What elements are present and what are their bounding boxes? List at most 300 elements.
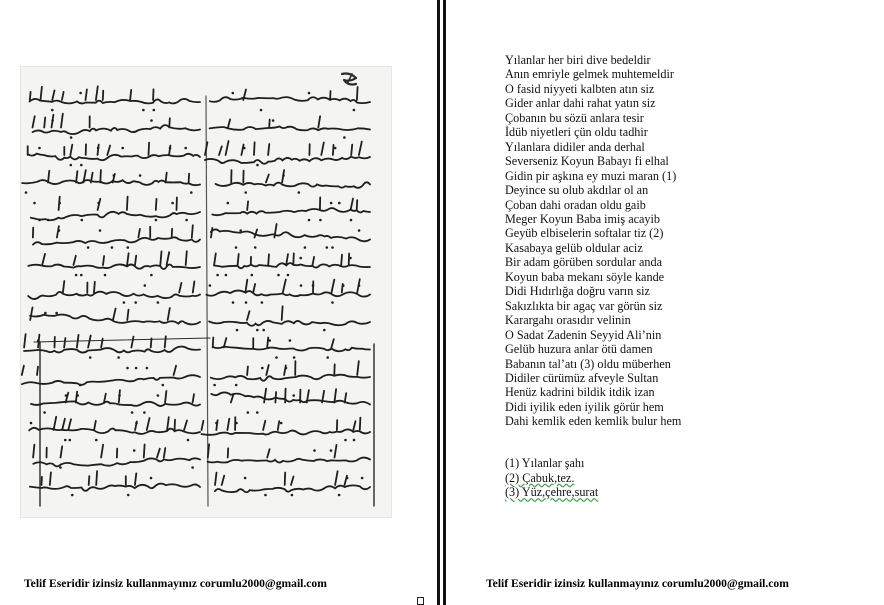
manuscript-dot (323, 329, 326, 332)
manuscript-stroke (228, 119, 230, 127)
manuscript-stroke (88, 336, 91, 348)
manuscript-stroke (351, 145, 352, 155)
manuscript-stroke (331, 339, 333, 347)
manuscript-dot (251, 274, 254, 277)
manuscript-stroke (285, 473, 286, 486)
manuscript-dot (344, 439, 347, 442)
manuscript-dot (135, 422, 138, 425)
manuscript-dot (232, 301, 235, 304)
poem-line: Çobanın bu sözü anlara tesir (505, 110, 644, 125)
manuscript-dot (293, 356, 296, 359)
manuscript-stroke (50, 472, 51, 485)
manuscript-dot (142, 109, 145, 112)
manuscript-dot (157, 301, 160, 304)
poem-line: Sakızlıkta bir agaç var görün siz (505, 298, 663, 313)
footnotes (505, 456, 805, 500)
manuscript-dot (342, 284, 345, 287)
footnote-item: (1) Yılanlar şahı (505, 456, 585, 470)
manuscript-dot (282, 174, 285, 177)
manuscript-stroke (149, 143, 150, 155)
manuscript-dot (139, 174, 142, 177)
manuscript-script-line (24, 347, 200, 353)
manuscript-dot (349, 257, 352, 260)
manuscript-stroke (264, 389, 266, 403)
manuscript-handwriting-illustration (20, 66, 392, 518)
manuscript-dot (97, 202, 100, 205)
manuscript-stroke (192, 225, 193, 237)
footnote-item: (2) Çabuk,tez. (505, 470, 575, 485)
manuscript-dot (184, 147, 187, 150)
manuscript-stroke (357, 200, 358, 210)
poem-line: Karargahı orasıdır velinin (505, 313, 631, 328)
poem-line: Geyüb elbiselerin softalar tiz (2) (505, 226, 664, 241)
manuscript-stroke (167, 417, 169, 430)
manuscript-stroke (269, 120, 270, 128)
manuscript-script-line (28, 154, 200, 161)
manuscript-dot (227, 202, 230, 205)
manuscript-dot (51, 119, 54, 122)
manuscript-dot (292, 394, 295, 397)
manuscript-stroke (291, 477, 294, 486)
manuscript-dot (144, 284, 147, 287)
manuscript-stroke (127, 197, 128, 210)
manuscript-stroke (151, 338, 152, 347)
manuscript-dot (134, 301, 137, 304)
manuscript-script-line (33, 237, 200, 244)
manuscript-stroke (63, 281, 64, 293)
manuscript-dot (256, 329, 259, 332)
manuscript-stroke (94, 421, 96, 430)
manuscript-dot (38, 219, 41, 222)
manuscript-stroke (127, 310, 128, 320)
manuscript-dot (338, 494, 341, 497)
manuscript-dot (361, 477, 364, 480)
manuscript-stroke (213, 338, 214, 348)
manuscript-stroke (68, 419, 71, 430)
manuscript-stroke (214, 253, 216, 265)
manuscript-dot (25, 191, 28, 194)
manuscript-stroke (135, 256, 136, 265)
manuscript-dot (299, 257, 302, 260)
manuscript-dot (104, 274, 107, 277)
manuscript-script-line (31, 401, 200, 406)
manuscript-dot (326, 246, 329, 249)
manuscript-stroke (98, 199, 101, 210)
manuscript-script-line (215, 485, 370, 492)
poem-line: Anın emriyle gelmek muhtemeldir (505, 67, 674, 82)
poem-line: O Sadat Zadenin Seyyid Ali’nin (505, 327, 662, 342)
manuscript-dot (346, 477, 349, 480)
manuscript-dot (169, 147, 172, 150)
manuscript-dot (244, 191, 247, 194)
manuscript-dot (37, 339, 40, 342)
manuscript-stroke (62, 92, 64, 100)
manuscript-stroke (156, 199, 157, 210)
manuscript-scan-image (20, 66, 392, 518)
manuscript-dot (285, 367, 288, 370)
manuscript-dot (155, 219, 158, 222)
manuscript-dot (331, 301, 334, 304)
manuscript-script-line (33, 458, 200, 466)
manuscript-dot (59, 466, 62, 469)
manuscript-stroke (266, 365, 268, 375)
manuscript-stroke (333, 145, 334, 155)
manuscript-dot (126, 367, 129, 370)
manuscript-dot (268, 339, 271, 342)
manuscript-dot (358, 284, 361, 287)
manuscript-script-line (211, 229, 370, 241)
manuscript-stroke (64, 338, 65, 348)
manuscript-stroke (254, 142, 255, 155)
manuscript-stroke (186, 251, 187, 265)
manuscript-dot (308, 219, 311, 222)
manuscript-stroke (245, 280, 247, 293)
manuscript-stroke (144, 445, 145, 458)
manuscript-stroke (345, 393, 347, 402)
manuscript-stroke (341, 255, 342, 265)
manuscript-stroke (335, 471, 338, 485)
manuscript-dot (117, 356, 120, 359)
manuscript-dot (256, 411, 259, 414)
manuscript-stroke (61, 446, 63, 457)
poem-line: Bir adam görüben sordular anda (505, 255, 663, 270)
manuscript-stroke (44, 118, 45, 128)
manuscript-stroke (351, 199, 353, 210)
manuscript-dot (58, 229, 61, 232)
manuscript-dot (272, 119, 275, 122)
manuscript-dot (358, 229, 361, 232)
manuscript-stroke (98, 145, 99, 155)
manuscript-stroke (42, 254, 45, 265)
manuscript-dot (44, 312, 47, 315)
manuscript-stroke (263, 421, 265, 430)
manuscript-stroke (165, 336, 166, 347)
manuscript-stroke (33, 445, 34, 458)
manuscript-dot (308, 92, 311, 95)
manuscript-stroke (107, 146, 110, 155)
manuscript-script-line (210, 97, 370, 103)
manuscript-script-line (29, 99, 200, 104)
manuscript-stroke (24, 334, 26, 347)
manuscript-stroke (282, 306, 283, 320)
manuscript-stroke (62, 419, 65, 430)
manuscript-dot (81, 219, 84, 222)
manuscript-dot (79, 92, 82, 95)
poem-line: Gider anlar dahi rahat yatın siz (505, 96, 656, 111)
manuscript-script-line (205, 157, 370, 164)
manuscript-stroke (215, 473, 217, 485)
footnote-item: (3) Yüz,çehre,surat (505, 485, 599, 500)
manuscript-stroke (313, 257, 315, 265)
manuscript-script-line (28, 292, 200, 299)
manuscript-script-line (28, 264, 200, 269)
manuscript-dot (261, 367, 264, 370)
manuscript-dot (235, 422, 238, 425)
manuscript-dot (43, 411, 46, 414)
manuscript-dot (65, 394, 68, 397)
poem-line: İdüb niyetleri çün oldu tadhir (505, 125, 648, 140)
manuscript-stroke (167, 252, 170, 265)
manuscript-dot (76, 394, 79, 397)
manuscript-dot (312, 284, 315, 287)
manuscript-script-line (211, 375, 370, 381)
manuscript-dot (247, 411, 250, 414)
manuscript-dot (289, 339, 292, 342)
manuscript-stroke (268, 254, 269, 265)
manuscript-stroke (267, 449, 269, 457)
manuscript-stroke (353, 421, 355, 430)
manuscript-stroke (127, 253, 129, 265)
manuscript-script-line (209, 321, 370, 326)
manuscript-stroke (334, 389, 336, 402)
manuscript-stroke (48, 171, 49, 183)
manuscript-dot (291, 494, 294, 497)
manuscript-dot (232, 92, 235, 95)
manuscript-dot (95, 439, 98, 442)
manuscript-script-line (210, 127, 370, 131)
manuscript-dot (350, 219, 353, 222)
manuscript-dot (330, 449, 333, 452)
manuscript-dot (331, 246, 334, 249)
poem-line: Deyince su olub akdılar ol an (505, 183, 649, 198)
manuscript-script-line (206, 291, 370, 297)
manuscript-dot (338, 202, 341, 205)
manuscript-dot (277, 274, 280, 277)
manuscript-stroke (22, 366, 24, 375)
manuscript-dot (121, 147, 124, 150)
manuscript-dot (30, 422, 33, 425)
manuscript-stroke (160, 251, 161, 265)
manuscript-dot (275, 356, 278, 359)
poem-line: Gidin pir aşkına ey muzi maran (1) (505, 168, 677, 183)
manuscript-dot (330, 202, 333, 205)
manuscript-dot (123, 301, 126, 304)
manuscript-stroke (174, 366, 177, 375)
manuscript-stroke (30, 307, 32, 320)
manuscript-dot (58, 202, 61, 205)
manuscript-stroke (241, 145, 243, 155)
poem-line: O fasid niyyeti kalbten atın siz (505, 81, 655, 96)
manuscript-stroke (157, 449, 160, 458)
manuscript-dot (225, 274, 228, 277)
manuscript-stroke (89, 476, 90, 485)
manuscript-dot (261, 301, 264, 304)
manuscript-stroke (135, 473, 136, 485)
manuscript-script-line (216, 182, 370, 188)
manuscript-script-line (30, 484, 200, 491)
manuscript-dot (133, 449, 136, 452)
manuscript-dot (111, 246, 114, 249)
manuscript-stroke (54, 417, 57, 430)
manuscript-dot (191, 466, 194, 469)
manuscript-stroke (335, 445, 337, 458)
manuscript-stroke (238, 254, 239, 265)
manuscript-dot (209, 284, 212, 287)
manuscript-dot (150, 119, 153, 122)
gutter-line-left (437, 0, 440, 605)
manuscript-dot (153, 109, 156, 112)
manuscript-stroke (278, 421, 279, 430)
manuscript-stroke (96, 86, 98, 100)
poem-line: Didi iyilik eden iyilik görür hem (505, 399, 664, 414)
manuscript-stroke (359, 142, 362, 155)
manuscript-stroke (77, 335, 79, 348)
manuscript-dot (38, 147, 41, 150)
manuscript-stroke (193, 394, 194, 402)
manuscript-dot (127, 246, 130, 249)
manuscript-dot (239, 229, 242, 232)
manuscript-stroke (321, 143, 324, 156)
manuscript-stroke (357, 87, 358, 100)
manuscript-stroke (184, 421, 187, 431)
manuscript-dot (298, 191, 301, 194)
manuscript-stroke (283, 280, 286, 293)
poem-line: Çoban dahi oradan oldu gaib (505, 197, 646, 212)
manuscript-stroke (189, 174, 190, 183)
manuscript-stroke (96, 471, 97, 485)
manuscript-stroke (147, 418, 150, 430)
manuscript-dot (243, 147, 246, 150)
manuscript-dot (64, 439, 67, 442)
manuscript-dot (213, 384, 216, 387)
manuscript-dot (69, 439, 72, 442)
manuscript-dot (262, 329, 265, 332)
manuscript-dot (97, 147, 100, 150)
manuscript-stroke (61, 114, 63, 128)
poem-line: Dahi kemlik eden kemlik bulur hem (505, 414, 682, 429)
manuscript-stroke (318, 116, 320, 127)
manuscript-stroke (113, 309, 116, 320)
manuscript-dot (353, 109, 356, 112)
text-cursor-marker (417, 597, 424, 605)
poem-line: Severseniz Koyun Babayı fi elhal (505, 154, 669, 169)
manuscript-stroke (202, 421, 204, 430)
manuscript-dot (33, 202, 36, 205)
manuscript-stroke (226, 141, 229, 155)
manuscript-dot (146, 367, 149, 370)
footer-copyright-right: Telif Eseridir izinsiz kullanmayınız corumlu2000@gmail.com (486, 577, 789, 590)
manuscript-dot (319, 219, 322, 222)
manuscript-dot (143, 411, 146, 414)
manuscript-dot (162, 384, 165, 387)
manuscript-dot (280, 422, 283, 425)
manuscript-dot (71, 494, 74, 497)
manuscript-dot (113, 174, 116, 177)
manuscript-stroke (101, 445, 103, 458)
manuscript-dot (313, 449, 316, 452)
manuscript-dot (190, 191, 193, 194)
manuscript-dot (216, 274, 219, 277)
left-page (0, 0, 436, 605)
manuscript-dot (343, 136, 346, 139)
manuscript-dot (75, 274, 78, 277)
manuscript-stroke (164, 448, 166, 458)
manuscript-dot (157, 394, 160, 397)
manuscript-stroke (52, 90, 54, 100)
manuscript-stroke (86, 89, 87, 100)
manuscript-dot (87, 246, 90, 249)
manuscript-dot (70, 164, 73, 167)
poem-line: Gelüb huzura anlar ötü damen (505, 342, 653, 357)
poem-line: Didi Hıdırlığa doğru varın siz (505, 284, 650, 299)
manuscript-stroke (70, 145, 72, 155)
poem-line: Babanın tal’atı (3) oldu müberhen (505, 356, 671, 371)
manuscript-stroke (267, 338, 268, 348)
manuscript-stroke (228, 448, 229, 457)
manuscript-stroke (219, 146, 222, 155)
manuscript-stroke (33, 116, 35, 127)
manuscript-stroke (266, 175, 269, 183)
manuscript-dot (89, 356, 92, 359)
manuscript-stroke (165, 391, 166, 403)
manuscript-dot (300, 284, 303, 287)
manuscript-dot (334, 147, 337, 150)
manuscript-stroke (332, 280, 335, 293)
manuscript-stroke (168, 308, 170, 320)
manuscript-script-line (31, 212, 200, 220)
manuscript-dot (55, 312, 58, 315)
manuscript-dot (287, 274, 290, 277)
manuscript-stroke (360, 418, 361, 430)
manuscript-stroke (247, 201, 248, 210)
poem-line: Henüz kadrini bildik itdik izan (505, 385, 655, 400)
manuscript-stroke (131, 337, 133, 348)
manuscript-dot (256, 164, 259, 167)
poem-line: Koyun baba mekanı söyle kande (505, 269, 665, 284)
manuscript-stroke (74, 256, 76, 265)
manuscript-script-line (30, 314, 200, 324)
manuscript-dot (244, 477, 247, 480)
poem-transcription (505, 53, 865, 429)
poem-line: Yılanlara didiler anda derhal (505, 139, 645, 154)
manuscript-dot (118, 394, 121, 397)
manuscript-dot (264, 494, 267, 497)
manuscript-dot (135, 367, 138, 370)
manuscript-stroke (193, 281, 195, 292)
manuscript-script-line (208, 458, 370, 463)
manuscript-script-line (212, 208, 370, 215)
manuscript-dot (150, 477, 153, 480)
manuscript-dot (245, 301, 248, 304)
manuscript-stroke (247, 311, 250, 320)
manuscript-stroke (253, 284, 255, 293)
manuscript-stroke (205, 142, 207, 155)
manuscript-dot (80, 274, 83, 277)
manuscript-dot (326, 356, 329, 359)
poem-line: Kasabaya gelüb oldular aciz (505, 240, 643, 255)
manuscript-dot (260, 109, 263, 112)
manuscript-stroke (293, 253, 294, 265)
manuscript-dot (70, 136, 73, 139)
footer-copyright-left: Telif Eseridir izinsiz kullanmayınız corumlu2000@gmail.com (24, 577, 327, 590)
manuscript-dot (80, 164, 83, 167)
manuscript-dot (187, 439, 190, 442)
manuscript-stroke (357, 361, 359, 375)
manuscript-dot (235, 384, 238, 387)
manuscript-dot (235, 246, 238, 249)
manuscript-dot (171, 202, 174, 205)
manuscript-dot (47, 219, 50, 222)
manuscript-dot (185, 219, 188, 222)
manuscript-stroke (247, 367, 248, 376)
poem-line: Didiler cürümüz afveyle Sultan (505, 370, 659, 385)
manuscript-dot (254, 246, 257, 249)
manuscript-dot (99, 229, 102, 232)
manuscript-dot (79, 384, 82, 387)
manuscript-dot (127, 494, 130, 497)
manuscript-stroke (138, 229, 140, 238)
manuscript-stroke (41, 87, 42, 100)
